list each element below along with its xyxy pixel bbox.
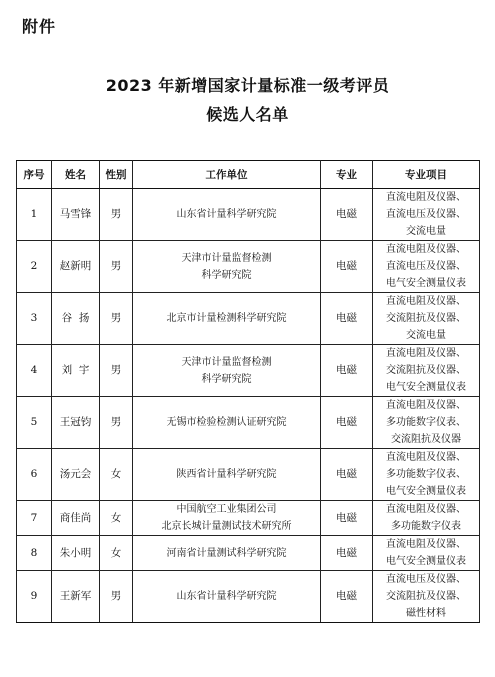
item-line: 直流电压及仪器、 (386, 209, 466, 220)
item-line: 电气安全测量仪表 (386, 486, 466, 497)
cell-name: 刘 宇 (52, 345, 100, 397)
table-row (17, 449, 480, 501)
table-row (17, 241, 480, 293)
cell-major: 电磁 (321, 293, 373, 345)
cell-name: 马雪锋 (52, 189, 100, 241)
cell-number: 4 (17, 345, 52, 397)
cell-items (373, 397, 480, 449)
unit-line: 科学研究院 (201, 373, 252, 385)
cell-number: 3 (17, 293, 52, 345)
unit-line: 中国航空工业集团公司 (176, 504, 277, 515)
cell-items (373, 536, 480, 571)
item-line: 直流电阻及仪器、 (386, 244, 466, 255)
table-row (17, 189, 480, 241)
unit-line: 天津市计量监督检测 (181, 252, 272, 264)
table-row (17, 293, 480, 345)
cell-number: 9 (17, 571, 52, 623)
item-line: 交流阻抗及仪器、 (386, 591, 466, 602)
item-line: 多功能数字仪表 (391, 521, 461, 532)
table-row (17, 397, 480, 449)
cell-work-unit (133, 501, 321, 536)
cell-gender: 男 (100, 293, 133, 345)
item-line: 电气安全测量仪表 (386, 556, 466, 567)
header-major: 专业 (321, 161, 373, 189)
cell-gender: 男 (100, 571, 133, 623)
unit-line: 山东省计量科学研究院 (176, 209, 277, 220)
cell-major: 电磁 (321, 571, 373, 623)
cell-items (373, 189, 480, 241)
cell-major: 电磁 (321, 189, 373, 241)
cell-items (373, 449, 480, 501)
cell-major: 电磁 (321, 449, 373, 501)
header-items: 专业项目 (373, 161, 480, 189)
cell-items (373, 345, 480, 397)
item-line: 多功能数字仪表、 (386, 469, 466, 480)
item-line: 直流电阻及仪器、 (386, 452, 466, 463)
header-number: 序号 (17, 161, 52, 189)
cell-gender: 男 (100, 397, 133, 449)
cell-items (373, 571, 480, 623)
header-gender: 性别 (100, 161, 133, 189)
cell-work-unit (133, 536, 321, 571)
cell-name: 汤元会 (52, 449, 100, 501)
item-line: 直流电阻及仪器、 (386, 192, 466, 203)
cell-name: 王冠钧 (52, 397, 100, 449)
item-line: 直流电阻及仪器、 (386, 539, 466, 550)
cell-work-unit (133, 571, 321, 623)
cell-number: 7 (17, 501, 52, 536)
table-row (17, 536, 480, 571)
candidate-table (16, 160, 480, 623)
item-line: 直流电阻及仪器、 (386, 504, 466, 515)
cell-work-unit (133, 241, 321, 293)
unit-line: 北京长城计量测试技术研究所 (161, 521, 292, 532)
item-line: 交流阻抗及仪器 (391, 434, 461, 445)
cell-major: 电磁 (321, 397, 373, 449)
item-line: 电气安全测量仪表 (386, 278, 466, 289)
item-line: 交流阻抗及仪器、 (386, 365, 466, 376)
cell-gender: 女 (100, 449, 133, 501)
item-line: 多功能数字仪表、 (386, 417, 466, 428)
cell-name: 谷 扬 (52, 293, 100, 345)
cell-items (373, 501, 480, 536)
item-line: 交流电量 (406, 330, 446, 341)
item-line: 电气安全测量仪表 (386, 382, 466, 393)
unit-line: 河南省计量测试科学研究院 (166, 547, 287, 559)
cell-number: 8 (17, 536, 52, 571)
unit-line: 北京市计量检测科学研究院 (166, 313, 287, 324)
header-work-unit: 工作单位 (133, 161, 321, 189)
cell-name: 赵新明 (52, 241, 100, 293)
cell-work-unit (133, 189, 321, 241)
item-line: 磁性材料 (406, 608, 446, 619)
cell-gender: 男 (100, 189, 133, 241)
attachment-label: 附件 (22, 17, 57, 36)
cell-number: 1 (17, 189, 52, 241)
cell-name: 朱小明 (52, 536, 100, 571)
cell-items (373, 241, 480, 293)
table-row (17, 501, 480, 536)
cell-major: 电磁 (321, 345, 373, 397)
cell-number: 5 (17, 397, 52, 449)
cell-gender: 女 (100, 536, 133, 571)
unit-line: 天津市计量监督检测 (181, 356, 272, 368)
cell-work-unit (133, 345, 321, 397)
unit-line: 科学研究院 (201, 269, 252, 281)
table-row (17, 345, 480, 397)
cell-work-unit (133, 293, 321, 345)
item-line: 交流阻抗及仪器、 (386, 313, 466, 324)
cell-gender: 男 (100, 345, 133, 397)
cell-gender: 男 (100, 241, 133, 293)
cell-work-unit (133, 397, 321, 449)
item-line: 直流电阻及仪器、 (386, 296, 466, 307)
cell-number: 2 (17, 241, 52, 293)
cell-items (373, 293, 480, 345)
header-name: 姓名 (52, 161, 100, 189)
item-line: 交流电量 (406, 226, 446, 237)
unit-line: 山东省计量科学研究院 (176, 591, 277, 602)
cell-gender: 女 (100, 501, 133, 536)
cell-name: 商佳尚 (52, 501, 100, 536)
item-line: 直流电压及仪器、 (386, 261, 466, 272)
cell-major: 电磁 (321, 501, 373, 536)
cell-major: 电磁 (321, 241, 373, 293)
cell-name: 王新军 (52, 571, 100, 623)
item-line: 直流电阻及仪器、 (386, 400, 466, 411)
cell-work-unit (133, 449, 321, 501)
cell-major: 电磁 (321, 536, 373, 571)
item-line: 直流电压及仪器、 (386, 574, 466, 585)
table-row (17, 571, 480, 623)
table-header-row (17, 161, 480, 189)
item-line: 直流电阻及仪器、 (386, 348, 466, 359)
document-title: 2023 年新增国家计量标准一级考评员 (105, 76, 390, 95)
cell-number: 6 (17, 449, 52, 501)
unit-line: 陕西省计量科学研究院 (176, 469, 277, 480)
unit-line: 无锡市检验检测认证研究院 (166, 417, 287, 428)
document-subtitle: 候选人名单 (206, 105, 289, 124)
